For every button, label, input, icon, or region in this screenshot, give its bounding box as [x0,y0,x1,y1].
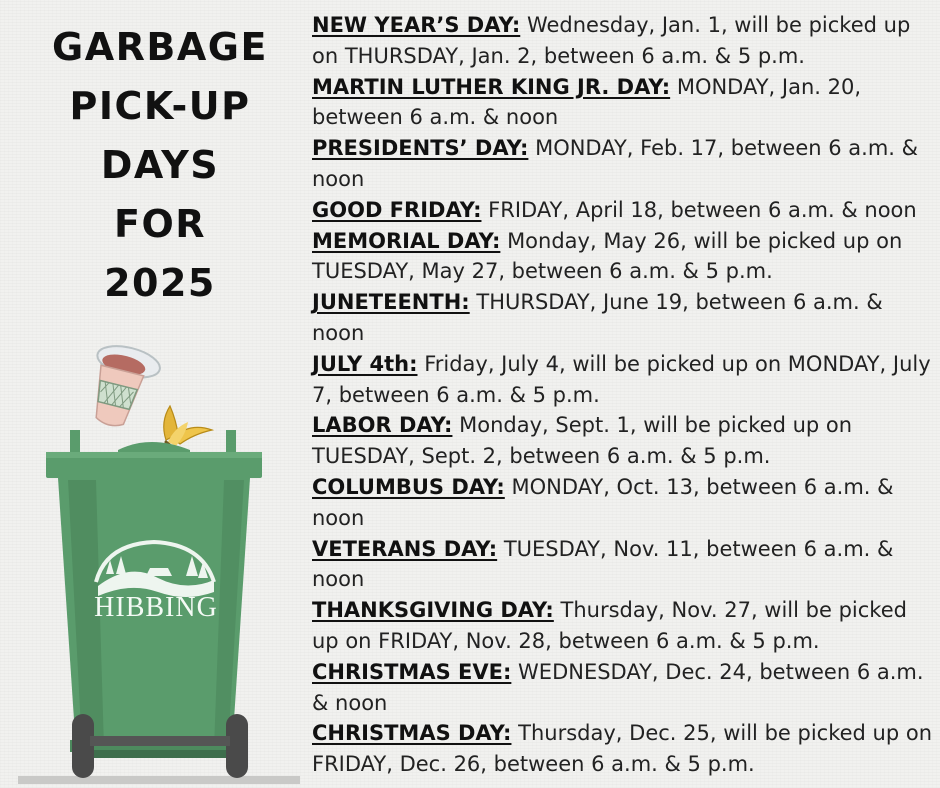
holiday-details: Friday, July 4, will be picked up on MONDAY, July 7, between 6 a.m. & 5 p.m. [312,351,931,407]
holiday-details: Wednesday, Jan. 1, will be picked up on THURSDAY, Jan. 2, between 6 a.m. & 5 p.m. [312,13,911,68]
holiday-name: VETERANS DAY: [312,536,498,561]
page-title [30,18,290,313]
holiday-schedule [312,10,932,780]
holiday-details: THURSDAY, June 19, between 6 a.m. & noon [312,290,883,345]
schedule-entry [312,287,932,349]
title-line: FOR [113,202,207,246]
holiday-details: MONDAY, Oct. 13, between 6 a.m. & noon [312,474,894,530]
holiday-name: JULY 4th: [312,351,418,376]
schedule-entry [312,718,932,780]
holiday-details: Monday, Sept. 1, will be picked up on TUESDAY, Sept. 2, between 6 a.m. & 5 p.m. [312,413,853,469]
holiday-name: CHRISTMAS EVE: [312,659,512,684]
holiday-details: MONDAY, Jan. 20, between 6 a.m. & noon [312,74,862,130]
schedule-entry [312,595,932,657]
holiday-name: THANKSGIVING DAY: [312,598,554,623]
title-line: PICK-UP [69,84,251,128]
holiday-name: PRESIDENTS’ DAY: [312,136,529,161]
garbage-bin-illustration [0,330,310,788]
schedule-entry [312,195,932,226]
holiday-name: COLUMBUS DAY: [312,474,505,499]
holiday-name: NEW YEAR’S DAY: [312,13,521,37]
title-line: DAYS [100,143,220,187]
holiday-details: FRIDAY, April 18, between 6 a.m. & noon [488,197,917,222]
holiday-details: WEDNESDAY, Dec. 24, between 6 a.m. & noon [312,659,924,715]
schedule-entry [312,72,932,134]
schedule-entry [312,226,932,288]
schedule-entry [312,657,932,719]
holiday-details: Monday, May 26, will be picked up on TUESDAY, May 27, between 6 a.m. & 5 p.m. [312,228,903,284]
holiday-name: MEMORIAL DAY: [312,228,501,253]
holiday-name: MARTIN LUTHER KING JR. DAY: [312,74,671,99]
logo-text: HIBBING [94,592,218,623]
holiday-name: CHRISTMAS DAY: [312,721,512,746]
title-line: 2025 [104,261,216,305]
coffee-cup-icon [82,340,163,433]
holiday-details: TUESDAY, Nov. 11, between 6 a.m. & noon [312,536,894,592]
holiday-details: MONDAY, Feb. 17, between 6 a.m. & noon [312,136,918,191]
schedule-entry [312,10,932,72]
banana-peel-icon [164,406,212,450]
holiday-details: Thursday, Dec. 25, will be picked up on FRIDAY, Dec. 26, between 6 a.m. & 5 p.m. [312,721,933,777]
schedule-entry [312,534,932,596]
title-line: GARBAGE [52,25,268,69]
holiday-name: GOOD FRIDAY: [312,197,482,222]
holiday-details: Thursday, Nov. 27, will be picked up on FRIDAY, Nov. 28, between 6 a.m. & 5 p.m. [312,598,907,653]
holiday-name: JUNETEENTH: [312,290,470,315]
schedule-entry [312,133,932,195]
schedule-entry [312,472,932,534]
schedule-entry [312,349,932,411]
holiday-name: LABOR DAY: [312,413,453,438]
schedule-entry [312,410,932,472]
